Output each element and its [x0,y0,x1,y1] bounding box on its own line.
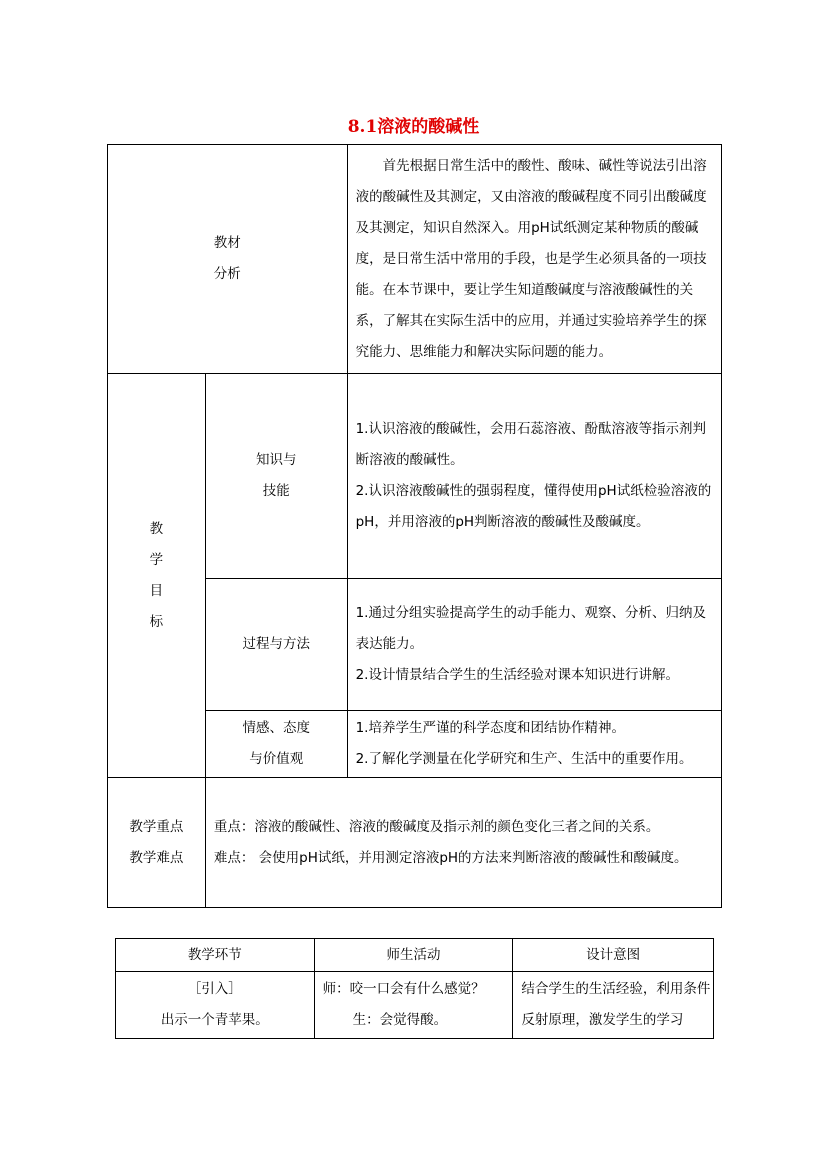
analysis-row [108,145,722,374]
knowledge-label [205,374,347,579]
flow-header-activity: 师生活动 [314,939,513,972]
teaching-flow-table [115,938,714,1039]
key-point-difficulty: 难点： 会使用pH试纸，并用测定溶液pH的方法来判断溶液的酸碱性和酸碱度。 [213,849,688,866]
knowledge-content [347,374,721,579]
analysis-text: 首先根据日常生活中的酸性、酸味、碱性等说法引出溶液的酸碱性及其测定，又由溶液的酸碱程度不同引出酸碱度及其测定，知识自然深入。用pH试纸测定某种物质的酸碱度，是日常生活中常用的手段，也是学生必须具备的一项技能。在本节课中，要让学生知道酸碱度与溶液酸碱性的关系，了解其在实际生活中的应用，并通过实验培养学生的探究能力、思维能力和解决实际问题的能力。 [347,145,721,374]
attitude-item-2: 2.了解化学测量在化学研究和生产、生活中的重要作用。 [355,751,693,767]
attitude-content [347,711,721,778]
key-points-label [108,778,206,908]
flow-row [116,972,714,1039]
key-points-label-line-1: 教学重点 [129,818,184,835]
flow-intent-cell: 结合学生的生活经验，利用条件反射原理，激发学生的学习 [513,972,714,1039]
flow-stage-line-1: ［引入］ [187,981,242,997]
process-content [347,579,721,711]
flow-activity-cell [314,972,513,1039]
knowledge-row [108,374,722,579]
key-point-focus: 重点：溶液的酸碱性、溶液的酸碱度及指示剂的颜色变化三者之间的关系。 [213,818,660,835]
analysis-label-line-1: 教材 [213,235,241,251]
key-points-row [108,778,722,908]
process-label: 过程与方法 [205,579,347,711]
attitude-label [205,711,347,778]
flow-header-row [116,939,714,972]
attitude-label-line-2: 与价值观 [249,751,304,767]
key-points-label-line-2: 教学难点 [129,849,184,866]
objectives-label-char-2: 学 [149,551,164,568]
objectives-label-char-3: 目 [149,582,164,599]
attitude-label-line-1: 情感、态度 [242,720,310,736]
flow-activity-line-1: 师：咬一口会有什么感觉？ [322,981,485,997]
objectives-label [108,374,206,778]
knowledge-item-2: 2.认识溶液酸碱性的强弱程度，懂得使用pH试纸检验溶液的pH，并用溶液的pH判断溶液的酸碱性及酸碱度。 [355,483,712,530]
lesson-plan-table [107,144,722,908]
analysis-label [108,145,348,374]
analysis-label-line-2: 分析 [213,266,241,282]
flow-stage-cell [116,972,315,1039]
flow-activity-line-2: 生：会觉得酸。 [352,1012,448,1028]
knowledge-label-line-2: 技能 [262,483,290,499]
attitude-item-1: 1.培养学生严谨的科学态度和团结协作精神。 [355,720,625,736]
objectives-label-char-4: 标 [149,613,164,630]
flow-stage-line-2: 出示一个青苹果。 [160,1012,269,1028]
flow-header-stage: 教学环节 [116,939,315,972]
page-title: 8.1溶液的酸碱性 [347,117,480,137]
flow-header-intent: 设计意图 [513,939,714,972]
process-item-1: 1.通过分组实验提高学生的动手能力、观察、分析、归纳及表达能力。 [355,605,706,652]
knowledge-label-line-1: 知识与 [255,452,297,468]
objectives-label-char-1: 教 [149,520,164,537]
knowledge-item-1: 1.认识溶液的酸碱性，会用石蕊溶液、酚酞溶液等指示剂判断溶液的酸碱性。 [355,421,706,468]
process-item-2: 2.设计情景结合学生的生活经验对课本知识进行讲解。 [355,667,679,683]
key-points-content [205,778,721,908]
